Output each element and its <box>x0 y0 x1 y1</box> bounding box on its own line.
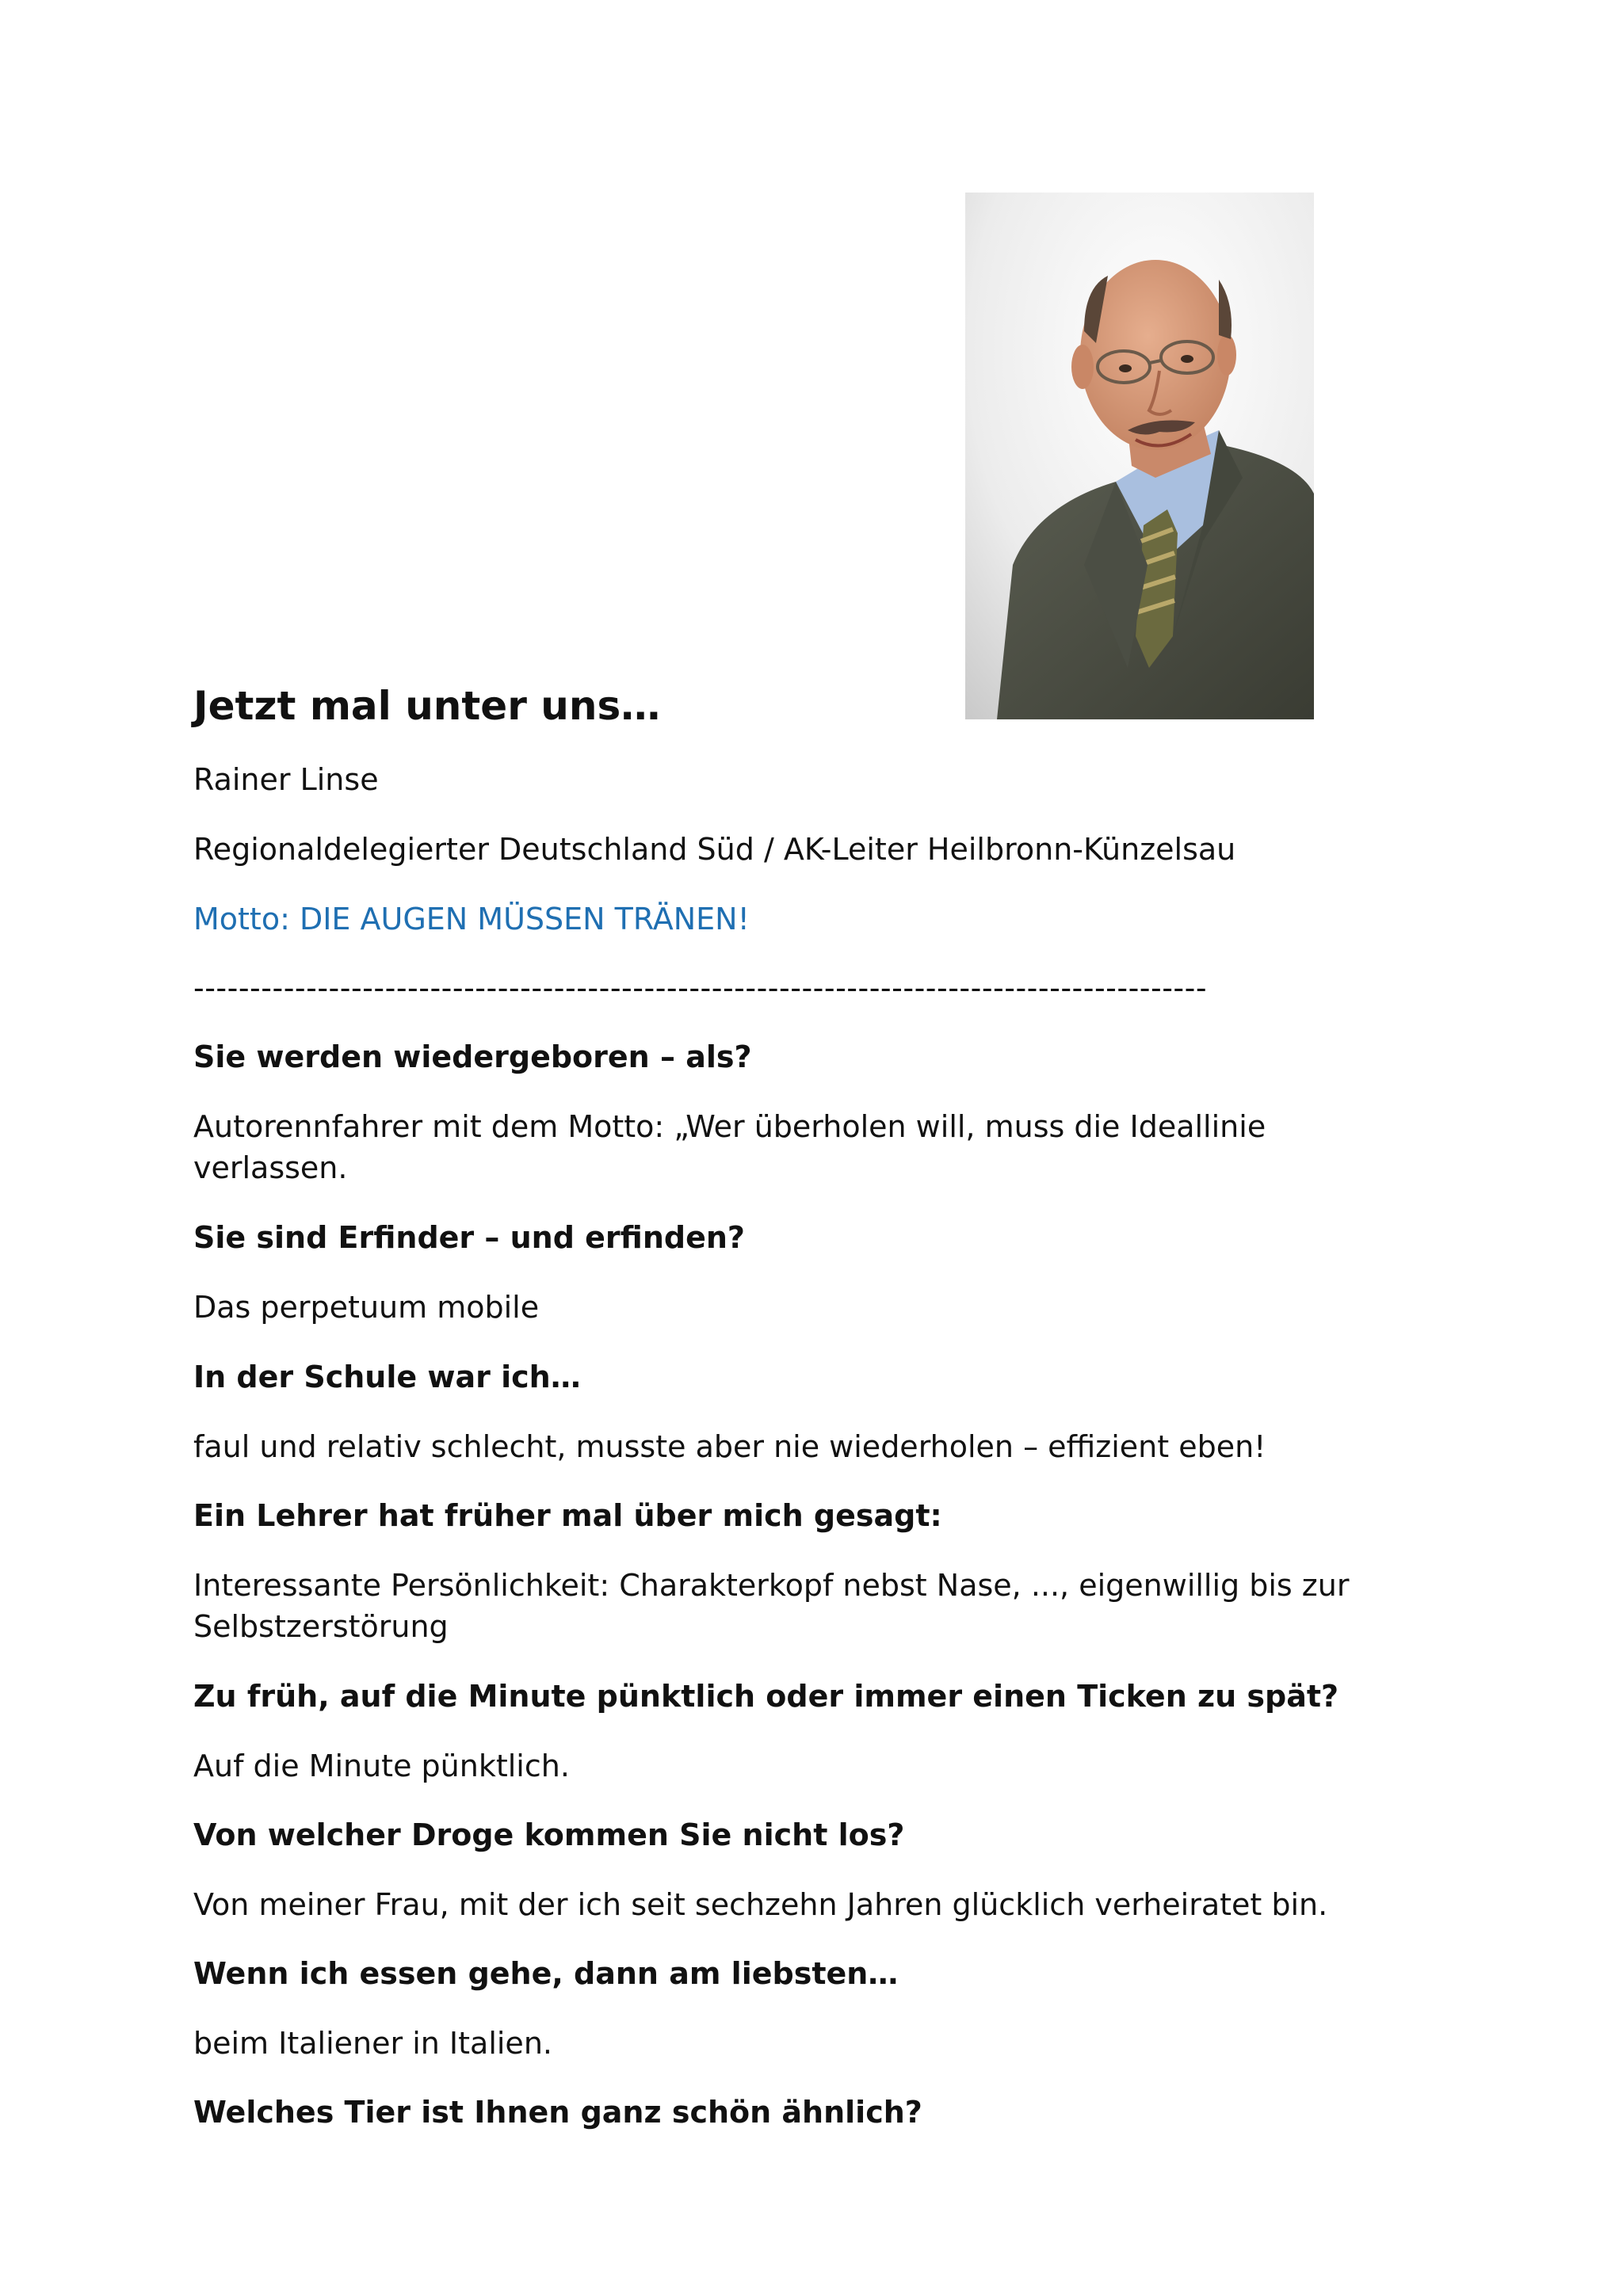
answer-2: Das perpetuum mobile <box>193 1290 540 1325</box>
question-5: Zu früh, auf die Minute pünktlich oder immer einen Ticken zu spät? <box>193 1679 1339 1714</box>
person-name: Rainer Linse <box>193 762 379 797</box>
page-title: Jetzt mal unter uns… <box>193 683 661 729</box>
question-4: Ein Lehrer hat früher mal über mich gesagt: <box>193 1498 942 1533</box>
answer-1: Autorennfahrer mit dem Motto: „Wer überholen will, muss die Ideallinie verlassen. <box>193 1109 1266 1185</box>
question-7: Wenn ich essen gehe, dann am liebsten… <box>193 1956 899 1991</box>
question-8: Welches Tier ist Ihnen ganz schön ähnlich? <box>193 2095 922 2130</box>
answer-5: Auf die Minute pünktlich. <box>193 1749 570 1783</box>
answer-3: faul und relativ schlecht, musste aber nie wiederholen – effizient eben! <box>193 1429 1266 1464</box>
answer-7: beim Italiener in Italien. <box>193 2026 552 2061</box>
question-6: Von welcher Droge kommen Sie nicht los? <box>193 1817 905 1852</box>
person-role: Regionaldelegierter Deutschland Süd / AK-Leiter Heilbronn-Künzelsau <box>193 832 1236 867</box>
separator-line: ------------------------------------------------------------------------------------------ <box>193 971 1208 1005</box>
motto-text: Motto: DIE AUGEN MÜSSEN TRÄNEN! <box>193 902 750 936</box>
question-1: Sie werden wiedergeboren – als? <box>193 1039 752 1074</box>
portrait-illustration <box>965 193 1314 719</box>
portrait-photo <box>965 193 1314 719</box>
answer-4: Interessante Persönlichkeit: Charakterkopf nebst Nase, ..., eigenwillig bis zur Selbstzerstörung <box>193 1568 1350 1644</box>
answer-6: Von meiner Frau, mit der ich seit sechzehn Jahren glücklich verheiratet bin. <box>193 1887 1328 1922</box>
question-2: Sie sind Erfinder – und erfinden? <box>193 1220 745 1255</box>
question-3: In der Schule war ich… <box>193 1360 581 1394</box>
